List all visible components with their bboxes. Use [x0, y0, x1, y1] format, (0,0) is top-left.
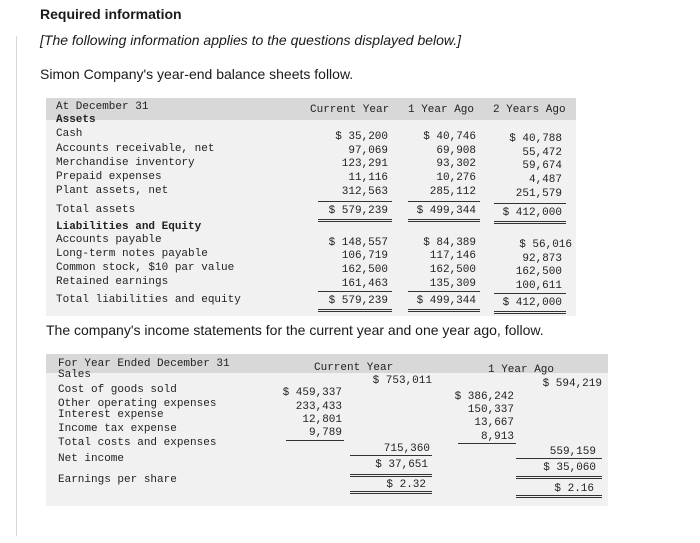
cell: $ 35,200	[335, 131, 388, 143]
cell: 93,302	[436, 158, 476, 170]
cell: 285,112	[429, 186, 476, 198]
subtotal-rule	[318, 201, 392, 202]
cell: $ 579,239	[328, 295, 388, 307]
cell: 92,873	[522, 253, 562, 265]
subtotal-rule	[318, 291, 392, 292]
cell: 12,801	[302, 414, 342, 426]
cell: $ 753,011	[372, 375, 432, 387]
col-1-year-ago: 1 Year Ago	[488, 364, 555, 376]
row-label: Sales	[58, 369, 92, 381]
row-label: Total costs and expenses	[58, 437, 217, 449]
row-label: Other operating expenses	[58, 398, 217, 410]
double-rule	[318, 309, 392, 312]
cell: 117,146	[429, 250, 476, 262]
double-rule	[350, 491, 432, 494]
cell: $ 499,344	[416, 205, 476, 217]
cell: 150,337	[467, 404, 514, 416]
row-label: Merchandise inventory	[56, 157, 195, 169]
cell: $ 35,060	[543, 462, 596, 474]
cell: $ 459,337	[282, 387, 342, 399]
cell: 69,908	[436, 145, 476, 157]
cell: $ 412,000	[502, 297, 562, 309]
cell: $ 412,000	[502, 207, 562, 219]
cell: 312,563	[341, 186, 388, 198]
subtotal-rule	[408, 201, 480, 202]
cell: 135,309	[429, 278, 476, 290]
row-label: Plant assets, net	[56, 185, 169, 197]
cell: 162,500	[429, 264, 476, 276]
required-heading: Required information	[40, 6, 182, 22]
row-label: Accounts payable	[56, 234, 162, 246]
cell: 106,719	[341, 250, 388, 262]
double-rule	[494, 221, 566, 224]
cell: $ 2.32	[386, 479, 426, 491]
double-rule	[516, 495, 602, 498]
left-border	[16, 36, 17, 536]
cell: 123,291	[341, 158, 388, 170]
cell: $ 40,788	[509, 133, 562, 145]
cell: $ 40,746	[423, 131, 476, 143]
double-rule	[408, 219, 480, 222]
cell: 13,667	[474, 417, 514, 429]
cell: 559,159	[549, 446, 596, 458]
cell: $ 2.16	[554, 483, 594, 495]
cell: 9,789	[308, 427, 342, 439]
cell: $ 499,344	[416, 295, 476, 307]
balance-col-label: At December 31	[56, 101, 149, 113]
col-1-year-ago: 1 Year Ago	[408, 104, 475, 116]
applies-note: [The following information applies to the questions displayed below.]	[40, 32, 462, 48]
subtotal-rule	[458, 443, 516, 444]
double-rule	[494, 311, 566, 314]
subtotal-rule	[494, 293, 566, 294]
subtotal-rule	[350, 455, 432, 456]
double-rule	[350, 474, 432, 477]
cell: 8,913	[480, 431, 514, 443]
row-label: Earnings per share	[58, 474, 177, 486]
cell: 100,611	[515, 280, 562, 292]
income-intro: The company's income statements for the current year and one year ago, follow.	[46, 322, 544, 338]
row-label: Accounts receivable, net	[56, 143, 215, 155]
subtotal-rule	[408, 291, 480, 292]
col-2-years-ago: 2 Years Ago	[493, 104, 566, 116]
row-label: Long-term notes payable	[56, 248, 208, 260]
cell: 233,433	[295, 401, 342, 413]
balance-intro: Simon Company's year-end balance sheets follow.	[40, 66, 354, 82]
cell: $ 56,016	[519, 239, 572, 251]
row-label: Interest expense	[58, 409, 164, 421]
row-label: Income tax expense	[58, 423, 177, 435]
cell: 11,116	[348, 172, 388, 184]
double-rule	[516, 476, 602, 479]
income-col-label: For Year Ended December 31	[58, 358, 230, 370]
cell: $ 37,651	[375, 459, 428, 471]
cell: $ 579,239	[328, 205, 388, 217]
cell: 4,487	[528, 174, 562, 186]
cell: 161,463	[341, 278, 388, 290]
cell: 10,276	[436, 172, 476, 184]
row-label: Common stock, $10 par value	[56, 262, 235, 274]
cell: $ 148,557	[328, 237, 388, 249]
cell: 97,069	[348, 145, 388, 157]
col-current-year: Current Year	[314, 362, 394, 374]
row-label: Net income	[58, 453, 125, 465]
row-label: Prepaid expenses	[56, 171, 162, 183]
cell: 251,579	[515, 188, 562, 200]
cell: $ 594,219	[542, 378, 602, 390]
row-label: Total assets	[56, 204, 136, 216]
double-rule	[408, 309, 480, 312]
row-label: Retained earnings	[56, 276, 169, 288]
cell: 59,674	[522, 160, 562, 172]
cell: 715,360	[383, 443, 430, 455]
cell: $ 386,242	[454, 391, 514, 403]
liabilities-heading: Liabilities and Equity	[56, 221, 202, 233]
cell: 162,500	[515, 266, 562, 278]
subtotal-rule	[286, 440, 344, 441]
cell: $ 84,389	[423, 237, 476, 249]
col-current-year: Current Year	[310, 104, 390, 116]
double-rule	[318, 219, 392, 222]
row-label: Total liabilities and equity	[56, 294, 241, 306]
assets-heading: Assets	[56, 114, 96, 126]
cell: 162,500	[341, 264, 388, 276]
row-label: Cost of goods sold	[58, 384, 177, 396]
row-label: Cash	[56, 128, 83, 140]
cell: 55,472	[522, 147, 562, 159]
subtotal-rule	[516, 458, 602, 459]
subtotal-rule	[494, 203, 566, 204]
